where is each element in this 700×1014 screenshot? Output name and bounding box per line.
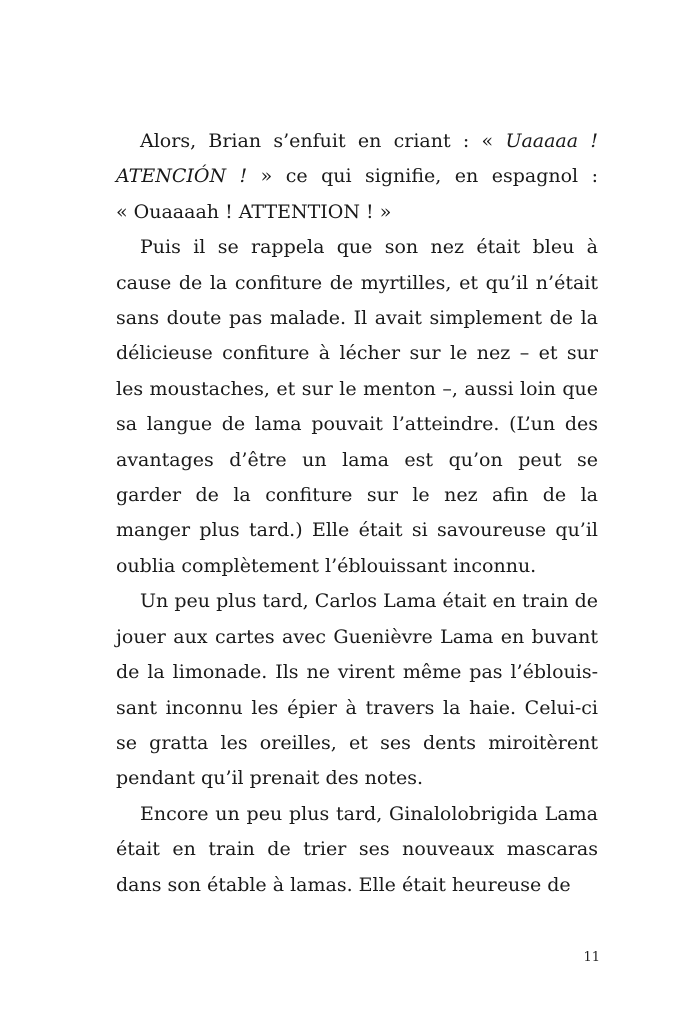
paragraph-2: [116, 230, 598, 584]
page-number: 11: [583, 950, 600, 965]
paragraph-3-text: Un peu plus tard, Carlos Lama était en train de jouer aux cartes avec Guenièvre Lama en buvant de la limonade. Ils ne virent même pas l’éblouis-sant inconnu les épier à travers la haie. Celui-ci se gratta les oreilles, et ses dents miroitèrent pendant qu’il prenait des notes.: [116, 590, 598, 790]
body-text: [116, 124, 598, 903]
paragraph-3: [116, 584, 598, 796]
paragraph-2-text: Puis il se rappela que son nez était bleu à cause de la confiture de myrtilles, et qu’il n’était sans doute pas malade. Il avait simplement de la délicieuse confiture à lécher sur le nez – et sur les moustaches, et sur le menton –, aussi loin que sa langue de lama pouvait l’atteindre. (L’un des avantages d’être un lama est qu’on peut se garder de la confiture sur le nez afin de la manger plus tard.) Elle était si savoureuse qu’il oublia complètement l’éblouissant inconnu.: [116, 236, 598, 577]
paragraph-1-text-b: » ce qui signifie, en espagnol : « Ouaaaah ! ATTENTION ! »: [116, 165, 598, 223]
paragraph-1-italic-exclamation: Uaaaaa ! ATENCIÓN !: [116, 130, 598, 188]
paragraph-4-text: Encore un peu plus tard, Ginalolobrigida Lama était en train de trier ses nouveaux mascaras dans son étable à lamas. Elle était heureuse de: [116, 802, 598, 896]
paragraph-1: [116, 124, 598, 230]
paragraph-1-text-a: Alors, Brian s’enfuit en criant : «: [140, 130, 506, 152]
paragraph-4: [116, 797, 598, 903]
